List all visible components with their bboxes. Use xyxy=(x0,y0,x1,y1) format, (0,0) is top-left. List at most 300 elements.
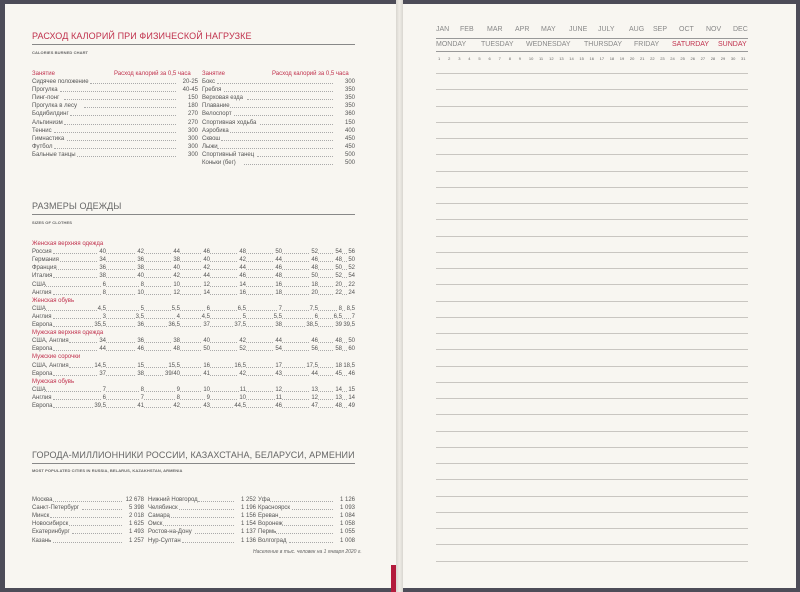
city-row xyxy=(32,520,144,528)
month-label: JUNE xyxy=(569,26,588,33)
size-country: Европа xyxy=(32,403,53,409)
city-row xyxy=(258,504,355,512)
date-number: 22 xyxy=(650,56,655,61)
size-value: 54 xyxy=(335,249,342,256)
date-number: 2 xyxy=(448,56,451,61)
date-number: 18 xyxy=(609,56,615,61)
calories-rule xyxy=(32,44,355,45)
size-group-title: Мужская верхняя одежда xyxy=(32,330,104,337)
calories-activity: Бодибилдинг xyxy=(32,111,69,118)
calories-subtitle: CALORIES BURNED CHART xyxy=(32,50,89,55)
size-value: 8 xyxy=(140,386,144,393)
size-country: США, Англия xyxy=(32,362,69,369)
size-value: 5,5 xyxy=(273,313,282,320)
leader-dots xyxy=(53,542,122,543)
date-number: 19 xyxy=(619,56,625,61)
calories-row xyxy=(32,110,198,118)
size-value: 14 xyxy=(348,394,355,401)
calories-activity: Спортивный танец xyxy=(202,151,255,158)
city-row xyxy=(148,496,256,504)
sizes-subtitle: SIZES OF CLOTHES xyxy=(32,220,73,225)
calories-value: 350 xyxy=(344,95,355,102)
calories-row xyxy=(32,135,198,143)
size-value: 42 xyxy=(173,273,180,280)
month-label: NOV xyxy=(706,26,722,33)
date-number: 4 xyxy=(468,56,471,61)
leader-dots xyxy=(230,132,333,133)
note-line xyxy=(436,496,748,497)
city-population: 1 084 xyxy=(339,513,355,520)
size-value: 16 xyxy=(203,362,210,369)
size-row xyxy=(32,362,355,370)
calories-activity: Аэробика xyxy=(202,127,229,134)
calories-row xyxy=(32,127,198,135)
size-value: 18,5 xyxy=(343,362,355,369)
size-value: 46 xyxy=(275,403,282,409)
calories-activity: Бальные танцы xyxy=(32,151,76,158)
city-population: 1 137 xyxy=(240,529,256,536)
calories-row xyxy=(202,94,355,102)
size-row xyxy=(32,281,355,289)
size-value: 6,5 xyxy=(333,313,342,320)
date-number: 9 xyxy=(518,56,522,61)
leader-dots xyxy=(169,517,234,518)
calories-value: 360 xyxy=(344,111,355,118)
size-value: 18 xyxy=(335,362,342,369)
size-value: 42 xyxy=(239,257,246,264)
size-country: Россия xyxy=(32,249,52,256)
city-row xyxy=(258,496,355,504)
leader-dots xyxy=(244,164,333,165)
city-population: 1 136 xyxy=(240,537,256,544)
date-number: 26 xyxy=(690,56,695,61)
note-line xyxy=(436,366,748,367)
calories-row xyxy=(202,143,355,151)
date-number: 17 xyxy=(599,56,605,61)
size-row xyxy=(32,345,355,353)
calories-activity: Велоспорт xyxy=(202,111,232,118)
leader-dots xyxy=(234,115,333,116)
size-country: Европа xyxy=(32,322,53,328)
weekday-label: SATURDAY xyxy=(672,41,710,48)
city-row xyxy=(148,537,256,545)
size-value: 52 xyxy=(335,273,342,280)
size-value: 8 xyxy=(338,305,342,312)
city-population: 12 678 xyxy=(125,497,144,503)
size-value: 18 xyxy=(311,281,318,288)
size-value: 22 xyxy=(335,289,342,296)
size-value: 7,5 xyxy=(309,305,318,312)
leader-dots xyxy=(182,542,234,543)
bookmark-ribbon[interactable] xyxy=(391,565,396,592)
calories-value: 350 xyxy=(344,103,355,110)
size-value: 15 xyxy=(137,362,144,369)
size-row xyxy=(32,289,355,297)
date-number: 27 xyxy=(700,56,706,61)
size-value: 20 xyxy=(311,289,318,296)
note-line xyxy=(436,236,748,237)
size-value: 44 xyxy=(203,273,210,280)
calories-value: 20-25 xyxy=(182,79,198,85)
size-value: 36 xyxy=(137,338,144,345)
size-country: Европа xyxy=(32,370,53,377)
city-row xyxy=(258,520,355,528)
size-value: 15 xyxy=(348,386,355,393)
city-row xyxy=(148,504,256,512)
calories-value: 300 xyxy=(187,135,198,142)
size-value: 6 xyxy=(102,394,106,401)
size-value: 11 xyxy=(275,394,282,401)
size-value: 54 xyxy=(275,346,282,353)
calories-row xyxy=(202,159,355,167)
calories-row xyxy=(32,151,198,159)
city-name: Ереван xyxy=(258,513,279,520)
date-number: 23 xyxy=(660,56,665,61)
note-line xyxy=(436,414,748,415)
size-value: 40 xyxy=(203,338,210,345)
size-value: 14 xyxy=(239,281,246,288)
calories-activity: Теннис xyxy=(32,127,52,134)
date-number: 6 xyxy=(488,56,491,61)
size-value: 34 xyxy=(99,338,106,345)
month-label: APR xyxy=(515,26,530,33)
date-number: 29 xyxy=(720,56,726,61)
size-value: 39/40 xyxy=(164,370,180,377)
size-value: 17,5 xyxy=(306,362,318,369)
size-value: 10 xyxy=(203,386,210,393)
calories-activity: Прогулка в лесу xyxy=(32,103,77,110)
leader-dots xyxy=(282,525,333,526)
size-value: 38 xyxy=(99,273,106,280)
calories-header-activity-left: Занятие xyxy=(32,71,55,77)
leader-dots xyxy=(72,533,122,534)
calories-activity: Футбол xyxy=(32,143,53,150)
note-line xyxy=(436,447,748,448)
note-line xyxy=(436,154,748,155)
date-number: 14 xyxy=(569,56,574,61)
size-value: 9 xyxy=(206,394,210,401)
size-value: 10 xyxy=(239,394,246,401)
calories-value: 300 xyxy=(344,79,355,85)
month-label: MAR xyxy=(487,26,503,33)
size-value: 42 xyxy=(203,265,210,272)
city-population: 1 493 xyxy=(128,529,144,536)
size-value: 6 xyxy=(314,313,318,320)
note-line xyxy=(436,73,748,74)
size-value: 36 xyxy=(137,322,144,328)
calories-row xyxy=(202,110,355,118)
size-value: 12 xyxy=(173,289,180,296)
cities-rule xyxy=(32,463,355,464)
size-row xyxy=(32,394,355,402)
note-line xyxy=(436,512,748,513)
city-row xyxy=(32,504,144,512)
size-value: 6 xyxy=(206,305,210,312)
calories-activity: Гребля xyxy=(202,87,222,94)
size-value: 44 xyxy=(275,338,282,345)
month-label: JAN xyxy=(436,26,450,33)
city-population: 1 156 xyxy=(240,513,256,520)
cities-note: Население в тыс. человек на 1 января 2020 г. xyxy=(253,549,362,555)
size-value: 39,5 xyxy=(94,403,106,409)
city-name: Воронеж xyxy=(258,521,283,528)
calories-header-activity-right: Занятие xyxy=(202,71,225,77)
leader-dots xyxy=(217,83,333,84)
size-value: 17 xyxy=(275,362,282,369)
size-value: 7 xyxy=(102,386,106,393)
size-value: 37,5 xyxy=(234,322,246,328)
leader-dots xyxy=(53,399,353,400)
size-value: 52 xyxy=(311,249,318,256)
size-value: 13 xyxy=(311,386,318,393)
size-value: 38,5 xyxy=(306,322,318,328)
leader-dots xyxy=(257,156,333,157)
city-row xyxy=(32,537,144,545)
size-value: 8 xyxy=(102,289,106,296)
calories-value: 270 xyxy=(187,119,198,126)
size-value: 3 xyxy=(102,313,106,320)
city-name: Екатеринбург xyxy=(32,529,70,536)
size-value: 40 xyxy=(203,257,210,264)
note-line xyxy=(436,544,748,545)
calories-row xyxy=(202,127,355,135)
size-value: 16 xyxy=(275,281,282,288)
date-number: 20 xyxy=(629,56,635,61)
size-value: 39 xyxy=(335,322,342,328)
calories-row xyxy=(202,135,355,143)
note-line xyxy=(436,561,748,562)
size-value: 38 xyxy=(173,257,180,264)
calories-value: 40-45 xyxy=(182,87,198,94)
calories-value: 270 xyxy=(187,111,198,118)
date-number: 12 xyxy=(549,56,554,61)
size-value: 46 xyxy=(275,265,282,272)
size-value: 35,5 xyxy=(94,322,106,328)
calories-row xyxy=(202,78,355,86)
leader-dots xyxy=(69,525,122,526)
note-line xyxy=(436,479,748,480)
size-value: 38 xyxy=(173,338,180,345)
calories-value: 180 xyxy=(187,103,198,110)
calories-activity: Гимнастика xyxy=(32,135,65,142)
city-name: Минск xyxy=(32,513,50,520)
size-group-title: Женская обувь xyxy=(32,297,75,304)
size-value: 5,5 xyxy=(171,305,180,312)
cities-title: ГОРОДА-МИЛЛИОННИКИ РОССИИ, КАЗАХСТАНА, БЕЛАРУСИ, АРМЕНИИ xyxy=(32,450,355,460)
city-name: Челябинск xyxy=(148,505,178,512)
size-value: 42 xyxy=(173,403,180,409)
size-value: 41 xyxy=(137,403,144,409)
size-value: 42 xyxy=(239,338,246,345)
calories-activity: Плавание xyxy=(202,103,230,110)
size-value: 12 xyxy=(311,394,318,401)
size-value: 36 xyxy=(99,265,106,272)
leader-dots xyxy=(64,99,176,100)
date-number: 3 xyxy=(458,56,461,61)
weekday-label: WEDNESDAY xyxy=(526,41,571,48)
calories-value: 150 xyxy=(187,95,198,102)
leader-dots xyxy=(53,501,122,502)
size-value: 36,5 xyxy=(168,322,180,328)
city-population: 2 018 xyxy=(128,513,144,520)
size-value: 48 xyxy=(335,403,342,409)
size-value: 6,5 xyxy=(237,305,246,312)
calories-header-value-left: Расход калорий за 0,5 часа xyxy=(114,71,191,77)
calories-row xyxy=(202,86,355,94)
date-number: 30 xyxy=(730,56,736,61)
size-value: 37 xyxy=(99,370,106,377)
size-value: 50 xyxy=(311,273,318,280)
size-value: 36 xyxy=(137,257,144,264)
leader-dots xyxy=(90,83,176,84)
calories-row xyxy=(202,151,355,159)
size-value: 44 xyxy=(99,346,106,353)
size-value: 45 xyxy=(335,370,342,377)
size-value: 14 xyxy=(335,386,342,393)
calories-activity: Спортивная ходьба xyxy=(202,119,257,126)
size-country: Италия xyxy=(32,273,53,280)
size-value: 56 xyxy=(311,346,318,353)
size-row xyxy=(32,321,355,329)
size-value: 40 xyxy=(99,249,106,256)
city-row xyxy=(32,528,144,536)
month-label: OCT xyxy=(679,26,694,33)
size-value: 9 xyxy=(176,386,180,393)
size-country: Франция xyxy=(32,265,57,272)
size-group-title: Женская верхняя одежда xyxy=(32,241,104,247)
calories-value: 300 xyxy=(187,151,198,158)
city-name: Казань xyxy=(32,537,52,544)
calories-row xyxy=(32,94,198,102)
size-value: 5 xyxy=(242,313,246,320)
size-value: 6 xyxy=(102,281,106,288)
size-value: 41 xyxy=(203,370,210,377)
city-name: Омск xyxy=(148,521,163,528)
calories-activity: Прогулка xyxy=(32,87,58,94)
date-number: 16 xyxy=(589,56,594,61)
size-country: США xyxy=(32,281,46,288)
month-label: MAY xyxy=(541,26,556,33)
city-name: Пермь xyxy=(258,529,277,536)
calories-activity: Верховая езда xyxy=(202,95,243,102)
note-line xyxy=(436,463,748,464)
size-value: 38 xyxy=(137,265,144,272)
city-row xyxy=(32,512,144,520)
size-value: 4,5 xyxy=(201,313,210,320)
city-name: Ростов-на-Дону xyxy=(148,529,192,536)
size-row xyxy=(32,402,355,410)
date-number: 7 xyxy=(498,56,501,61)
city-population: 1 257 xyxy=(128,537,144,544)
size-value: 40 xyxy=(173,265,180,272)
date-number: 21 xyxy=(640,56,645,61)
size-value: 38 xyxy=(137,370,144,377)
sizes-rule xyxy=(32,214,355,215)
weekday-label: MONDAY xyxy=(436,41,467,48)
note-line xyxy=(436,122,748,123)
city-population: 1 008 xyxy=(339,537,355,544)
city-name: Уфа xyxy=(258,497,271,503)
calories-value: 300 xyxy=(187,127,198,134)
note-line xyxy=(436,89,748,90)
size-value: 7 xyxy=(278,305,282,312)
size-value: 46 xyxy=(311,338,318,345)
city-population: 1 055 xyxy=(339,529,355,536)
leader-dots xyxy=(77,156,176,157)
size-value: 47 xyxy=(311,403,318,409)
size-value: 44 xyxy=(173,249,180,256)
size-row xyxy=(32,313,355,321)
city-name: Нур-Султан xyxy=(148,537,181,544)
calories-row xyxy=(32,86,198,94)
size-value: 52 xyxy=(348,265,355,272)
size-value: 43 xyxy=(203,403,210,409)
calories-activity: Сквош xyxy=(202,135,221,142)
date-number: 8 xyxy=(508,56,511,61)
calories-activity: Бокс xyxy=(202,79,215,85)
size-value: 46 xyxy=(348,370,355,377)
size-value: 18 xyxy=(275,289,282,296)
calories-value: 450 xyxy=(344,135,355,142)
size-value: 43 xyxy=(275,370,282,377)
size-value: 22 xyxy=(348,281,355,288)
leader-dots xyxy=(247,99,333,100)
size-group-title: Мужские сорочки xyxy=(32,354,81,361)
size-value: 58 xyxy=(335,346,342,353)
date-number: 31 xyxy=(741,56,746,61)
size-value: 4 xyxy=(176,313,180,320)
date-number: 15 xyxy=(579,56,584,61)
size-value: 12 xyxy=(203,281,210,288)
size-value: 50 xyxy=(348,338,355,345)
size-value: 52 xyxy=(239,346,246,353)
calories-value: 500 xyxy=(344,160,355,166)
leader-dots xyxy=(230,107,333,108)
size-country: Англия xyxy=(32,394,52,401)
size-country: Германия xyxy=(32,257,59,264)
city-name: Волгоград xyxy=(258,537,287,544)
date-number: 1 xyxy=(438,56,441,61)
leader-dots xyxy=(163,525,234,526)
calories-activity: Альпинизм xyxy=(32,119,63,126)
leader-dots xyxy=(279,517,333,518)
calories-row xyxy=(202,119,355,127)
leader-dots xyxy=(82,509,122,510)
book-spine xyxy=(396,0,403,592)
leader-dots xyxy=(292,509,333,510)
city-name: Нижний Новгород xyxy=(148,497,198,503)
size-group-title: Мужская обувь xyxy=(32,378,75,385)
size-value: 42 xyxy=(137,249,144,256)
size-value: 60 xyxy=(348,346,355,353)
leader-dots xyxy=(64,124,176,125)
size-country: Англия xyxy=(32,313,52,320)
size-row xyxy=(32,256,355,264)
size-row xyxy=(32,272,355,280)
size-value: 14 xyxy=(203,289,210,296)
note-line xyxy=(436,333,748,334)
city-population: 5 398 xyxy=(128,505,144,512)
leader-dots xyxy=(67,140,176,141)
note-line xyxy=(436,349,748,350)
size-value: 4,5 xyxy=(97,305,106,312)
calories-row xyxy=(32,143,198,151)
leader-dots xyxy=(276,533,333,534)
calories-activity: Лыжи xyxy=(202,143,218,150)
calories-value: 500 xyxy=(344,151,355,158)
size-value: 44 xyxy=(239,265,246,272)
calories-activity: Сидячее положение xyxy=(32,79,89,85)
